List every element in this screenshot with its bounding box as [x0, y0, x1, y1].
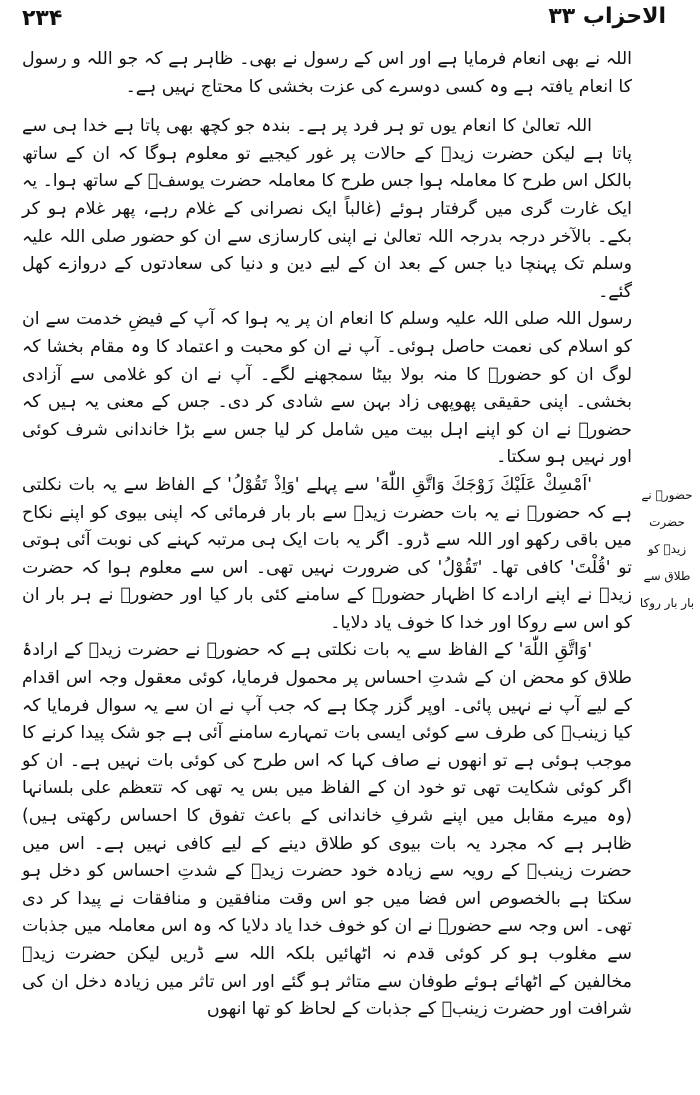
page-header [0, 0, 700, 44]
body-text [22, 46, 632, 1024]
paragraph: رسول اللہ صلی اللہ علیہ وسلم کا انعام ان پر یہ ہوا کہ آپ کے فیضِ خدمت سے ان کو اسلام کی نعمت حاصل ہوئی۔ آپ نے ان کو محبت و اعتماد کا وہ مقام بخشا کہ لوگ ان کو حضورؐ کا منہ بولا بیٹا سمجھنے لگے۔ آپ نے ان کو غلامی سے آزادی بخشی۔ اپنی حقیقی پھوپھی زاد بہن سے شادی کر دی۔ جس کے معنی یہ ہیں کہ حضورؐ نے ان کو اپنے اہل بیت میں شامل کر لیا جس سے بڑا خاندانی شرف کوئی اور نہیں ہو سکتا۔ [22, 309, 632, 468]
surah-title: الاحزاب ۳۳ [548, 4, 666, 29]
paragraph: 'اَمْسِكْ عَلَيْكَ زَوْجَكَ وَاتَّقِ اللّٰهَ' سے پہلے 'وَاِذْ تَقُوْلُ' کے الفاظ سے یہ بات نکلتی ہے کہ حضورؐ نے یہ بات حضرت زیدؓ سے بار بار فرمائی کہ اپنی بیوی کو اپنے نکاح میں باقی رکھو اور اللہ سے ڈرو۔ اگر یہ بات ایک ہی مرتبہ کہنے کی نوبت آئی ہوتی تو 'قُلْتَ' کافی تھا۔ 'تَقُوْلُ' کی ضرورت نہیں تھی۔ اس سے معلوم ہوا کہ حضرت زیدؓ نے اپنے ارادے کا اظہار حضورؐ کے سامنے کئی بار کیا اور حضورؐ نے ہر بار ان کو اس سے روکا اور خدا کا خوف یاد دلایا۔ [22, 474, 632, 633]
page-number: ۲۳۴ [22, 6, 63, 31]
paragraph: اللہ نے بھی انعام فرمایا ہے اور اس کے رسول نے بھی۔ ظاہر ہے کہ جو اللہ و رسول کا انعام یافتہ ہے وہ کسی دوسرے کی عزت بخشی کا محتاج نہیں ہے۔ [22, 49, 632, 97]
paragraph: اللہ تعالیٰ کا انعام یوں تو ہر فرد پر ہے۔ بندہ جو کچھ بھی پاتا ہے خدا ہی سے پاتا ہے لیکن حضرت زیدؓ کے حالات پر غور کیجیے تو معلوم ہوگا کہ ان کے ساتھ بالکل اس طرح کا معاملہ ہوا جس طرح کا معاملہ حضرت یوسفؑ کے ساتھ ہوا۔ یہ ایک غارت گری میں گرفتار ہوئے (غالباً ایک نصرانی کے غلام رہے، پھر غلام ہو کر بکے۔ بالآخر درجہ بدرجہ اللہ تعالیٰ نے اپنی کارسازی سے ان کو حضور صلی اللہ علیہ وسلم تک پہنچا دیا جس کے بعد ان کے لیے دین و دنیا کی سعادتوں کے دروازے کھل گئے۔ [22, 116, 632, 302]
paragraph: 'وَاتَّقِ اللّٰهَ' کے الفاظ سے یہ بات نکلتی ہے کہ حضورؐ نے حضرت زیدؓ کے ارادۂ طلاق کو محض ان کے شدتِ احساس پر محمول فرمایا، کوئی معقول وجہ اس اقدام کے لیے آپ نے نہیں پائی۔ اوپر گزر چکا ہے کہ جب آپ نے ان سے یہ سوال فرمایا کہ کیا زینبؓ کی طرف سے کوئی ایسی بات تمہارے سامنے آئی ہے جو شک پیدا کرنے کا موجب ہوئی ہے تو انھوں نے صاف کہا کہ اس طرح کی کوئی بات نہیں ہے۔ ان کو اگر کوئی شکایت تھی تو خود ان کے الفاظ میں بس یہ تھی کہ تتعظم علی بلسانہا (وہ میرے مقابل میں اپنے شرفِ خاندانی کے باعث تفوق کا احساس رکھتی ہیں) ظاہر ہے کہ مجرد یہ بات بیوی کو طلاق دینے کے لیے کافی نہیں ہے۔ اس میں حضرت زینبؓ کے رویہ سے زیادہ خود حضرت زیدؓ کے شدتِ احساس کو دخل ہو سکتا ہے بالخصوص اس فضا میں جو اس وقت منافقین و منافقات نے پیدا کر دی تھی۔ اس وجہ سے حضورؐ نے ان کو خوف خدا یاد دلایا کہ وہ اس معاملہ میں جذبات سے مغلوب ہو کر کوئی قدم نہ اٹھائیں بلکہ اللہ سے ڈریں لیکن حضرت زیدؓ مخالفین کے اٹھائے ہوئے طوفان سے متاثر ہو گئے اور اس تاثر میں زیادہ دخل ان کی شرافت اور حضرت زینبؓ کے جذبات کے لحاظ کو تھا انھوں [22, 640, 632, 1020]
margin-note: حضورؐ نے حضرت زیدؓ کو طلاق سے بار بار روکا [639, 488, 695, 610]
